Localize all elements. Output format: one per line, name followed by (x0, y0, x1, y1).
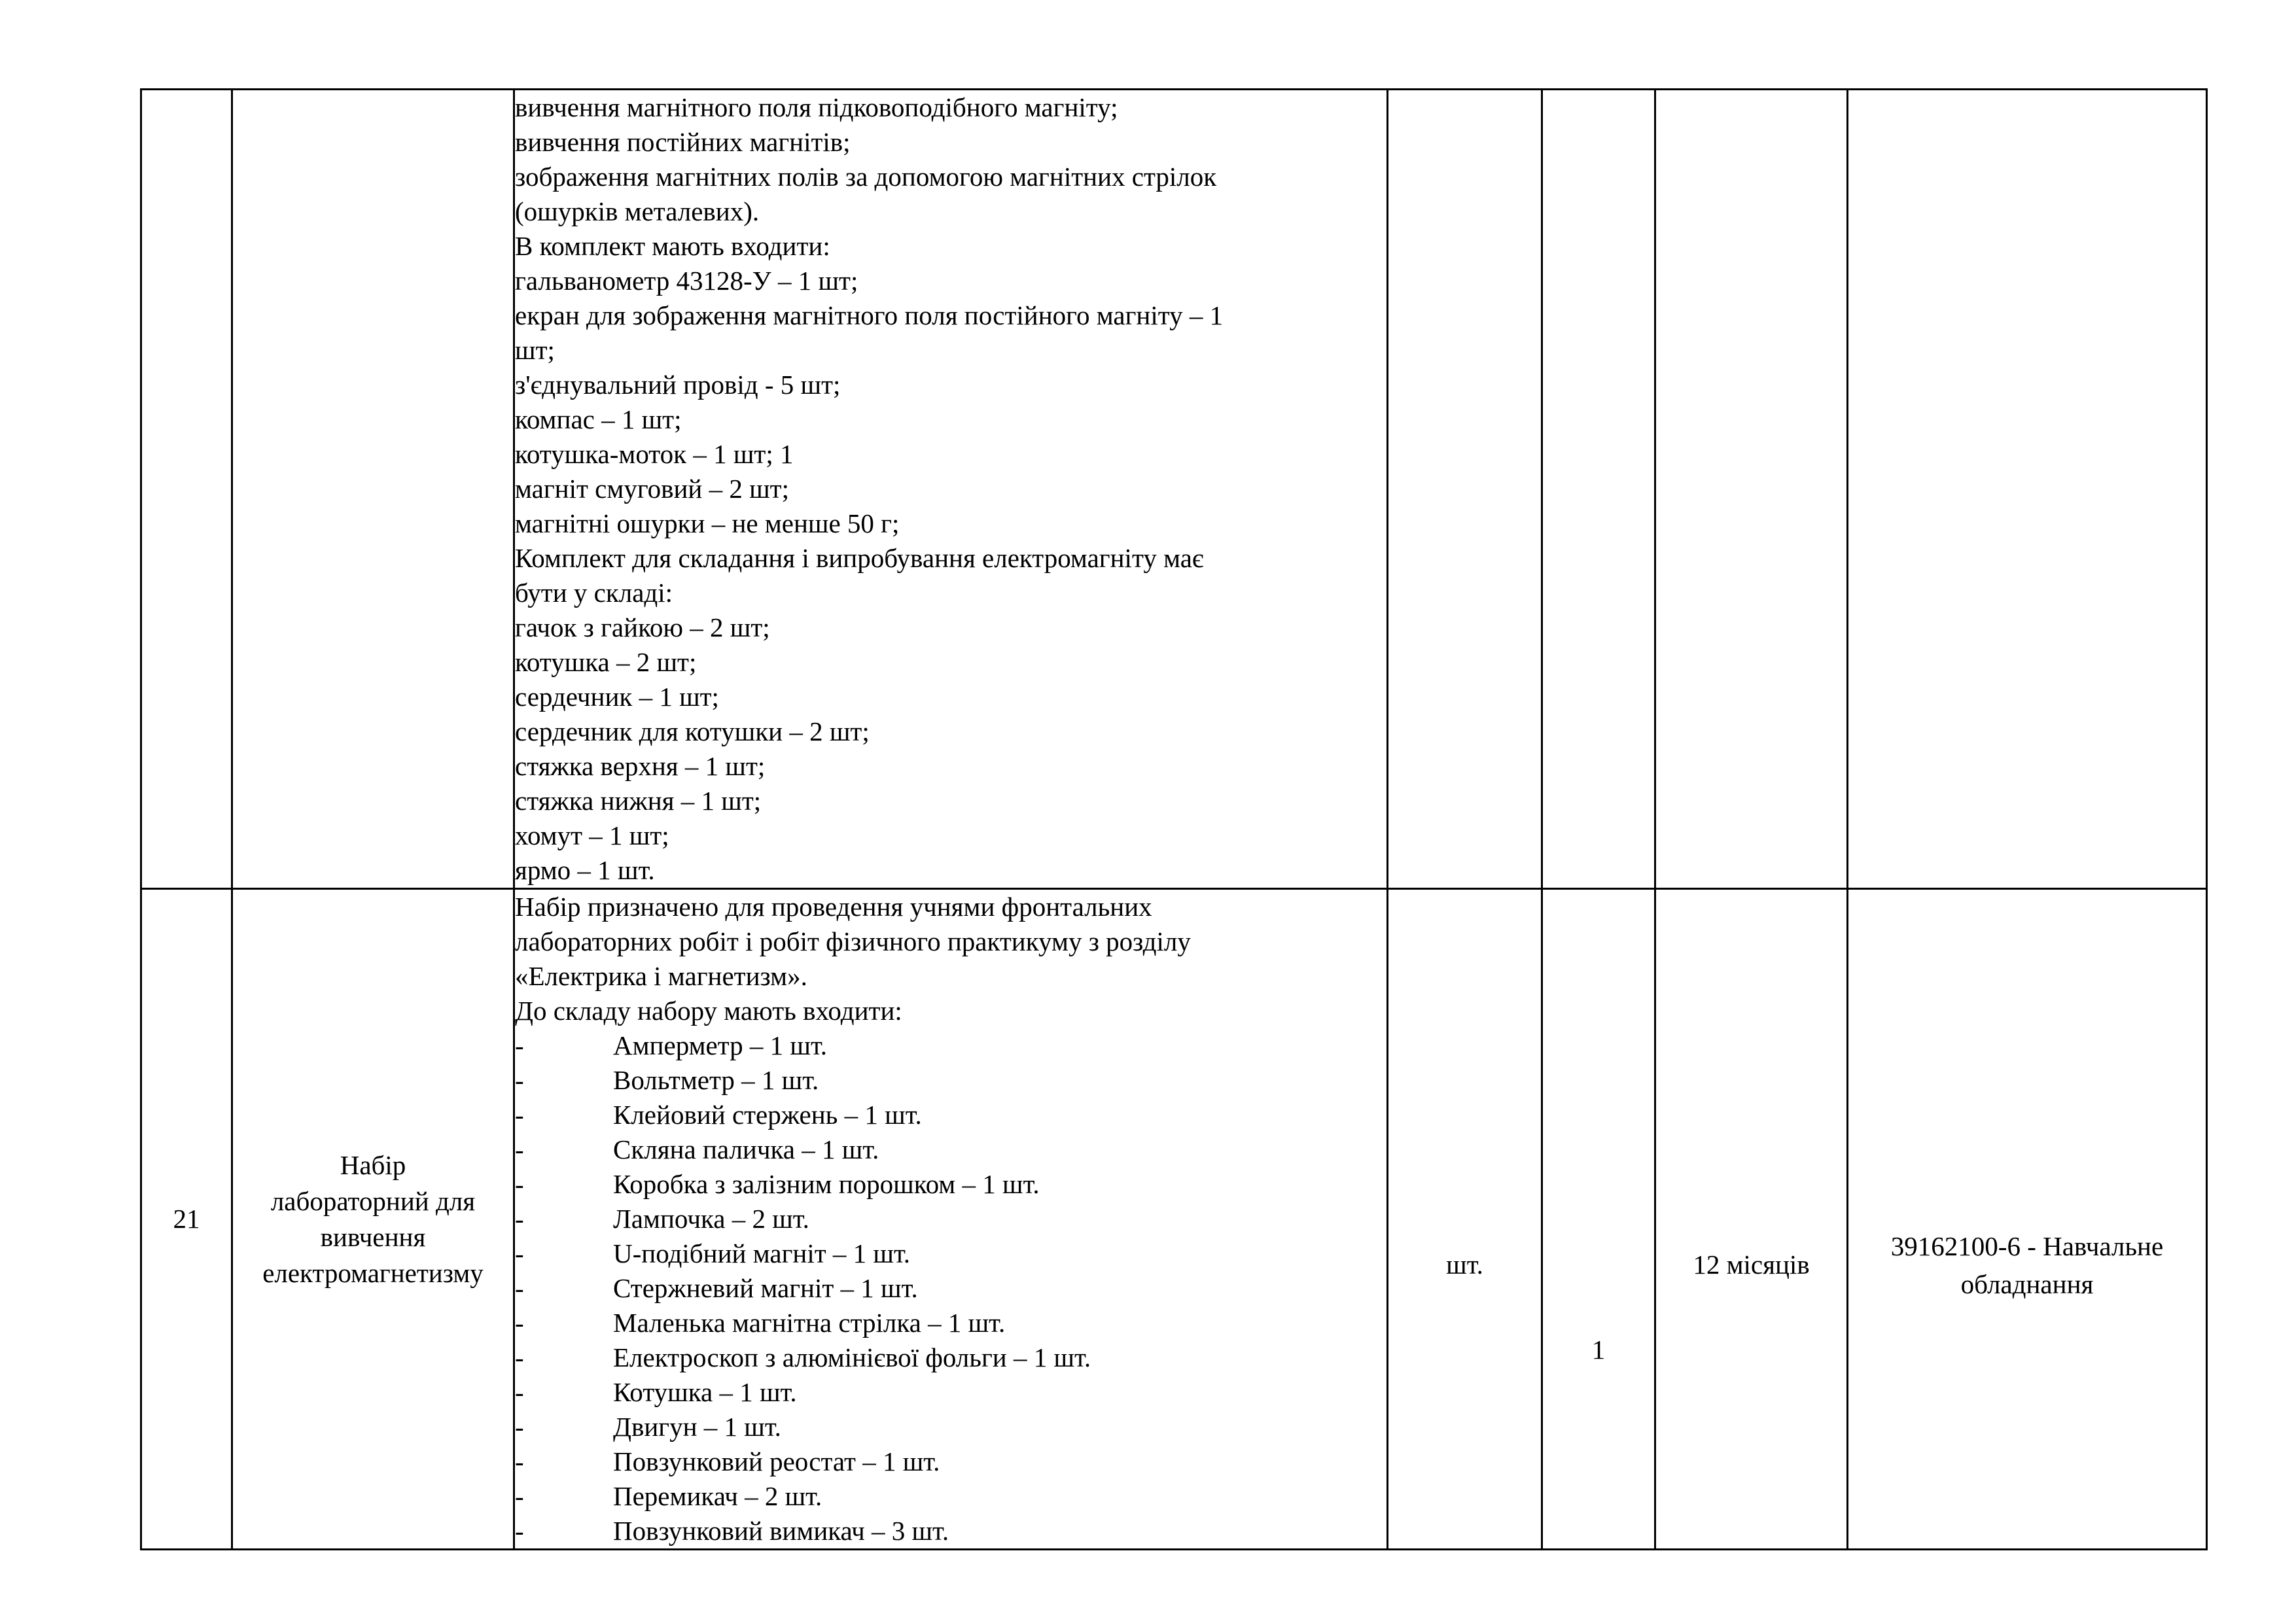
description-text: екран для зображення магнітного поля постійного магніту – 1 (515, 300, 1224, 330)
description-list-item (515, 1063, 1386, 1098)
description-list-item (515, 1375, 1386, 1410)
description-line (515, 333, 1386, 368)
description-text: котушка-моток – 1 шт; 1 (515, 439, 794, 469)
description-text: Повзунковий реостат – 1 шт. (613, 1446, 940, 1476)
description-line (515, 645, 1386, 680)
description-text: Комплект для складання і випробування електромагніту має (515, 543, 1204, 573)
description-list-item (515, 1479, 1386, 1514)
description-text: ярмо – 1 шт. (515, 855, 655, 885)
description-line (515, 714, 1386, 749)
description-line (515, 994, 1386, 1028)
item-number-cell (141, 889, 232, 1550)
specification-table (140, 88, 2208, 1550)
description-text: лабораторних робіт і робіт фізичного практикуму з розділу (515, 926, 1191, 956)
description-line (515, 125, 1386, 160)
list-dash: - (515, 1273, 524, 1303)
description-line (515, 402, 1386, 437)
description-text: Маленька магнітна стрілка – 1 шт. (613, 1308, 1006, 1338)
description-line (515, 749, 1386, 784)
item-name-line: вивчення (320, 1221, 426, 1252)
description-text: вивчення магнітного поля підковоподібного магніту; (515, 92, 1118, 122)
classification-code-cell (1848, 90, 2207, 889)
description-text: «Електрика і магнетизм». (515, 961, 807, 991)
description-line (515, 576, 1386, 610)
description-text: Двигун – 1 шт. (613, 1412, 781, 1442)
description-text: Стержневий магніт – 1 шт. (613, 1273, 918, 1303)
warranty-cell (1655, 90, 1848, 889)
description-text: вивчення постійних магнітів; (515, 127, 851, 157)
description-line (515, 541, 1386, 576)
item-name-line: лабораторний для (270, 1185, 476, 1216)
quantity-cell (1542, 889, 1655, 1550)
classification-code (1848, 1227, 2206, 1303)
description-list-item (515, 1167, 1386, 1202)
description-list-item (515, 1028, 1386, 1063)
description-text: стяжка верхня – 1 шт; (515, 751, 766, 781)
description-text: Електроскоп з алюмінієвої фольги – 1 шт. (613, 1342, 1091, 1372)
list-dash: - (515, 1481, 524, 1511)
description-text: стяжка нижня – 1 шт; (515, 786, 762, 816)
list-dash: - (515, 1169, 524, 1199)
description-text: Лампочка – 2 шт. (613, 1204, 809, 1234)
classification-code-line: 39162100-6 - Навчальне (1890, 1230, 2164, 1261)
item-name-cell (232, 889, 514, 1550)
description-line (515, 680, 1386, 714)
description-line (515, 818, 1386, 853)
description-text: Повзунковий вимикач – 3 шт. (613, 1516, 949, 1546)
description-text: U-подібний магніт – 1 шт. (613, 1238, 911, 1268)
description-text: Коробка з залізним порошком – 1 шт. (613, 1169, 1040, 1199)
table-row (141, 90, 2207, 889)
description-line (515, 890, 1386, 924)
item-number-cell (141, 90, 232, 889)
description-text: хомут – 1 шт; (515, 820, 669, 850)
description-text: В комплект мають входити: (515, 231, 830, 261)
description-text: бути у складі: (515, 578, 673, 608)
description-list-item (515, 1236, 1386, 1271)
description-line (515, 853, 1386, 888)
list-dash: - (515, 1204, 524, 1234)
list-dash: - (515, 1308, 524, 1338)
description-text: Скляна паличка – 1 шт. (613, 1134, 879, 1164)
unit-cell (1388, 889, 1542, 1550)
description-text: гачок з гайкою – 2 шт; (515, 612, 770, 642)
description-line (515, 610, 1386, 645)
description-line (515, 229, 1386, 264)
description-line (515, 924, 1386, 959)
list-dash: - (515, 1065, 524, 1095)
item-name-cell (232, 90, 514, 889)
quantity: 1 (1591, 1335, 1606, 1365)
description-list-item (515, 1514, 1386, 1548)
description-line (515, 264, 1386, 298)
description-line (515, 784, 1386, 818)
description-line (515, 90, 1386, 125)
item-name (233, 1147, 513, 1291)
item-description-cell (514, 90, 1388, 889)
description-list-item (515, 1410, 1386, 1444)
description-text: магніт смуговий – 2 шт; (515, 474, 789, 504)
description-list-item (515, 1340, 1386, 1375)
item-number: 21 (173, 1204, 200, 1234)
description-text: Перемикач – 2 шт. (613, 1481, 822, 1511)
description-line (515, 368, 1386, 402)
description-text: (ошурків металевих). (515, 196, 760, 226)
description-list-item (515, 1098, 1386, 1132)
classification-code-cell (1848, 889, 2207, 1550)
description-text: гальванометр 43128-У – 1 шт; (515, 266, 858, 296)
description-line (515, 959, 1386, 994)
description-text: Вольтметр – 1 шт. (613, 1065, 819, 1095)
description-line (515, 298, 1386, 333)
description-list-item (515, 1271, 1386, 1306)
list-dash: - (515, 1030, 524, 1060)
list-dash: - (515, 1134, 524, 1164)
unit: шт. (1446, 1249, 1483, 1280)
description-text: сердечник для котушки – 2 шт; (515, 716, 870, 746)
table-row (141, 889, 2207, 1550)
description-text: магнітні ошурки – не менше 50 г; (515, 508, 900, 538)
list-dash: - (515, 1100, 524, 1130)
description-text: Набір призначено для проведення учнями фронтальних (515, 892, 1152, 922)
description-line (515, 194, 1386, 229)
list-dash: - (515, 1377, 524, 1407)
unit-cell (1388, 90, 1542, 889)
quantity-cell (1542, 90, 1655, 889)
description-line (515, 472, 1386, 506)
description-line (515, 506, 1386, 541)
item-description-cell (514, 889, 1388, 1550)
description-list-item (515, 1306, 1386, 1340)
description-line (515, 160, 1386, 194)
list-dash: - (515, 1516, 524, 1546)
description-text: Клейовий стержень – 1 шт. (613, 1100, 922, 1130)
description-text: котушка – 2 шт; (515, 647, 697, 677)
description-text: шт; (515, 335, 555, 365)
warranty: 12 місяців (1693, 1249, 1810, 1280)
description-list-item (515, 1444, 1386, 1479)
description-list-item (515, 1202, 1386, 1236)
description-text: з'єднувальний провід - 5 шт; (515, 370, 841, 400)
list-dash: - (515, 1446, 524, 1476)
description-text: Котушка – 1 шт. (613, 1377, 797, 1407)
list-dash: - (515, 1342, 524, 1372)
list-dash: - (515, 1238, 524, 1268)
description-text: зображення магнітних полів за допомогою магнітних стрілок (515, 162, 1217, 192)
item-name-line: Набір (340, 1149, 406, 1180)
item-name-line: електромагнетизму (262, 1257, 484, 1288)
description-text: До складу набору мають входити: (515, 996, 902, 1026)
classification-code-line: обладнання (1960, 1268, 2094, 1299)
description-text: сердечник – 1 шт; (515, 682, 719, 712)
description-list-item (515, 1132, 1386, 1167)
description-line (515, 437, 1386, 472)
description-text: Амперметр – 1 шт. (613, 1030, 828, 1060)
list-dash: - (515, 1412, 524, 1442)
description-text: компас – 1 шт; (515, 404, 682, 434)
warranty-cell (1655, 889, 1848, 1550)
